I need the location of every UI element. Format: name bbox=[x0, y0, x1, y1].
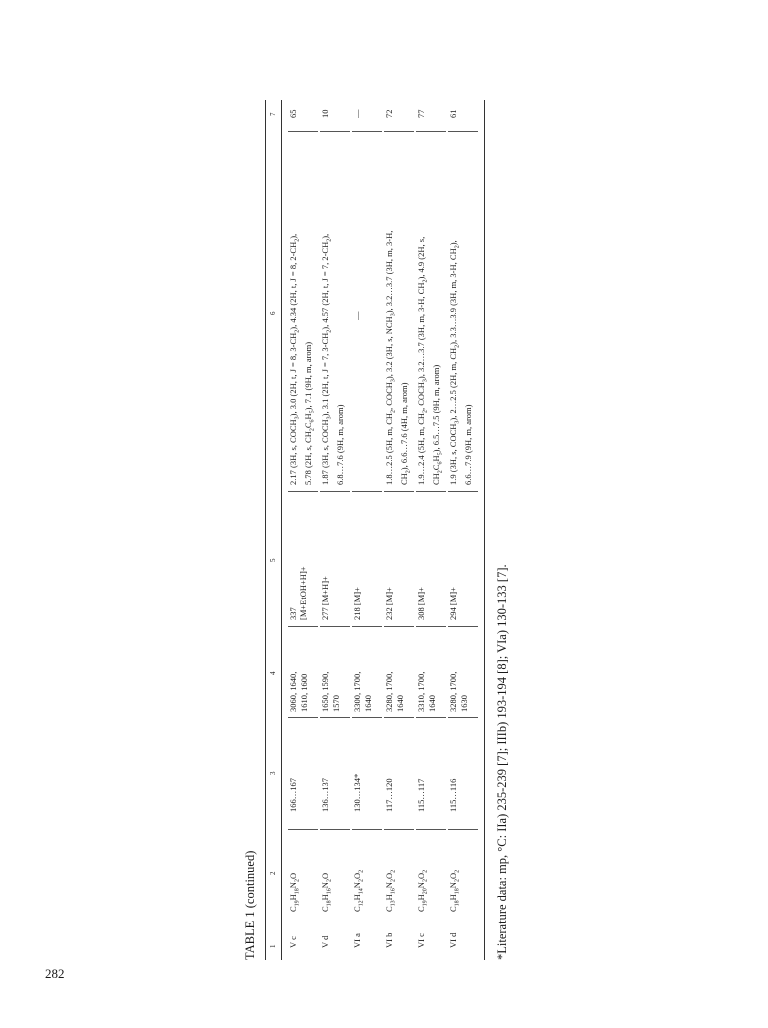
formula: $C_{18}H_{16}N_2O$ bbox=[320, 872, 333, 912]
ir-spectrum: 3060, 1640, 1610, 1600 bbox=[288, 671, 309, 712]
nmr-spectrum: 1.87 (3H, s, $COCH_3$), 3.1 (2H, t, J = 7, $3-CH_2$), 4.57 (2H, t, J = 7, $2-CH_2$), 6.8…7.6 (9H, m, arom) bbox=[320, 233, 346, 485]
column-header: 1 bbox=[269, 944, 277, 948]
nmr-spectrum: 1.9…2.4 (5H, m, $CH_2$, $COCH_3$), 3.2…3.7 (3H, m, 3-H, $CH_2$), 4.9 (2H, s, $CH_2C_6H_5$), 6.5…7.5 (9H, m, arom) bbox=[416, 236, 444, 485]
mass-spec: 232 [M]+ bbox=[384, 587, 394, 620]
column-divider bbox=[448, 829, 478, 830]
column-divider bbox=[384, 717, 414, 718]
column-divider bbox=[448, 717, 478, 718]
yield: — bbox=[352, 109, 362, 118]
column-divider bbox=[288, 131, 318, 132]
melting-point: 117…120 bbox=[384, 778, 394, 812]
column-divider bbox=[416, 829, 446, 830]
column-divider bbox=[416, 626, 446, 627]
table-row bbox=[352, 100, 382, 960]
ir-spectrum: 3300, 1700, 1640 bbox=[352, 671, 373, 712]
melting-point: 166…167 bbox=[288, 778, 298, 812]
column-divider bbox=[416, 491, 446, 492]
column-divider bbox=[320, 829, 350, 830]
compound-id: VI a bbox=[352, 933, 362, 948]
table-caption: TABLE 1 (continued) bbox=[243, 850, 257, 960]
yield: 72 bbox=[384, 109, 394, 118]
column-divider bbox=[448, 491, 478, 492]
yield: 61 bbox=[448, 109, 458, 118]
column-divider bbox=[384, 491, 414, 492]
compound-id: V d bbox=[320, 935, 330, 948]
table-row bbox=[416, 100, 446, 960]
melting-point: 115…116 bbox=[448, 778, 458, 812]
melting-point: 115…117 bbox=[416, 778, 426, 812]
column-header: 3 bbox=[269, 771, 277, 775]
formula: $C_{19}H_{18}N_2O$ bbox=[288, 872, 301, 912]
column-header: 2 bbox=[269, 871, 277, 875]
column-divider bbox=[384, 626, 414, 627]
column-header: 6 bbox=[269, 311, 277, 315]
table-row bbox=[384, 100, 414, 960]
yield: 77 bbox=[416, 109, 426, 118]
column-divider bbox=[288, 829, 318, 830]
column-divider bbox=[384, 829, 414, 830]
mass-spec: 218 [M]+ bbox=[352, 587, 362, 620]
table-footnote: *Literature data: mp, °C: IIa) 235-239 [7]; IIIb) 193-194 [8]; VIa) 130-133 [7]. bbox=[495, 564, 509, 960]
mass-spec: 308 [M]+ bbox=[416, 587, 426, 620]
column-header: 4 bbox=[269, 671, 277, 675]
column-divider bbox=[352, 717, 382, 718]
formula: $C_{19}H_{20}N_2O_2$ bbox=[416, 869, 429, 912]
column-divider bbox=[416, 717, 446, 718]
column-divider bbox=[352, 829, 382, 830]
table-header-rule bbox=[281, 100, 282, 960]
column-divider bbox=[352, 491, 382, 492]
column-divider bbox=[416, 131, 446, 132]
ir-spectrum: 3280, 1700, 1630 bbox=[448, 671, 469, 712]
mass-spec: 337 bbox=[288, 607, 298, 620]
nmr-spectrum: 1.9 (3H, s, $COCH_3$), 2…2.5 (2H, m, $CH_2$), 3.3…3.9 (3H, m, 3-H, $CH_2$), 6.6…7.9 (9H, m, arom) bbox=[448, 240, 474, 485]
formula: $C_{18}H_{18}N_2O_2$ bbox=[448, 869, 461, 912]
mass-spec: 277 [M+H]+ bbox=[320, 576, 330, 620]
column-divider bbox=[288, 626, 318, 627]
yield: 10 bbox=[320, 109, 330, 118]
column-divider bbox=[320, 491, 350, 492]
page-number: 282 bbox=[45, 966, 65, 981]
compound-id: VI d bbox=[448, 932, 458, 948]
nmr-spectrum: 1.8…2.5 (5H, m, $CH_2$, $COCH_3$), 3.2 (3H, s, $NCH_3$), 3.2…3.7 (3H, m, 3-H, $CH_2$), 6.6…7.6 (4H, m, arom) bbox=[384, 230, 412, 485]
rotated-table bbox=[243, 80, 563, 960]
column-divider bbox=[320, 626, 350, 627]
compound-id: V c bbox=[288, 936, 298, 948]
yield: 65 bbox=[288, 109, 298, 118]
table-row bbox=[320, 100, 350, 960]
ir-spectrum: 1650, 1590, 1570 bbox=[320, 671, 341, 712]
compound-id: VI b bbox=[384, 932, 394, 948]
formula: $C_{13}H_{16}N_2O_2$ bbox=[384, 869, 397, 912]
ir-spectrum: 3310, 1700, 1640 bbox=[416, 671, 437, 712]
melting-point: 136…137 bbox=[320, 778, 330, 812]
table-top-rule bbox=[265, 100, 266, 960]
column-divider bbox=[320, 717, 350, 718]
column-divider bbox=[352, 131, 382, 132]
column-divider bbox=[448, 626, 478, 627]
column-divider bbox=[320, 131, 350, 132]
column-header: 7 bbox=[269, 112, 277, 116]
column-divider bbox=[448, 131, 478, 132]
column-divider bbox=[288, 717, 318, 718]
nmr-spectrum: — bbox=[352, 311, 362, 320]
melting-point: 130…134* bbox=[352, 773, 362, 812]
table-row bbox=[288, 100, 318, 960]
ir-spectrum: 3280, 1700, 1640 bbox=[384, 671, 405, 712]
table-row bbox=[448, 100, 478, 960]
nmr-spectrum: 2.17 (3H, s, $COCH_3$), 3.0 (2H, t, J = 8, $3-CH_2$), 4.34 (2H, t, J = 8, $2-CH_2$), 5.78 (2H, s, $CH_2C_6H_5$), 7.1 (9H, m, arom) bbox=[288, 233, 316, 485]
column-divider bbox=[352, 626, 382, 627]
mass-spec-line2: [M+EtOH+H]+ bbox=[298, 566, 308, 620]
table-bottom-rule bbox=[484, 100, 485, 960]
mass-spec: 294 [M]+ bbox=[448, 587, 458, 620]
column-header: 5 bbox=[269, 558, 277, 562]
compound-id: VI c bbox=[416, 933, 426, 948]
column-divider bbox=[288, 491, 318, 492]
formula: $C_{12}H_{14}N_2O_2$ bbox=[352, 869, 365, 912]
column-divider bbox=[384, 131, 414, 132]
